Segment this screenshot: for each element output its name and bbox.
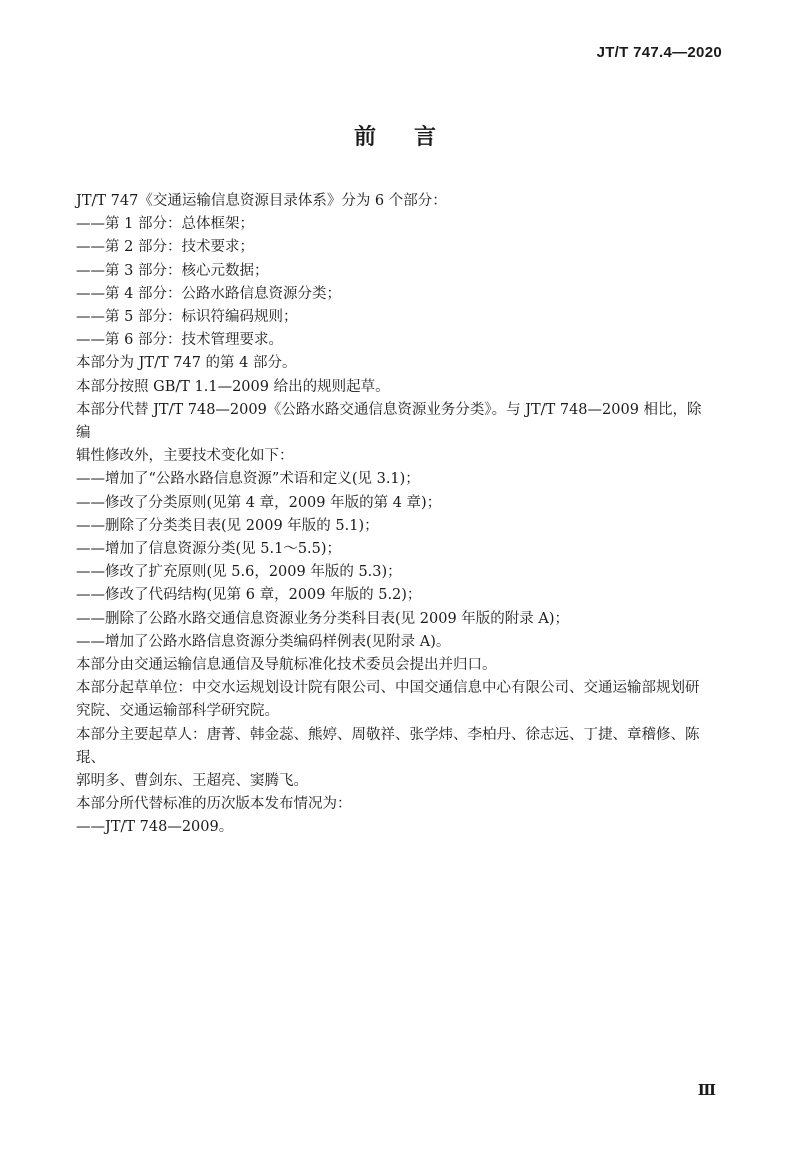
paragraph-line: 本部分按照 GB/T 1.1—2009 给出的规则起草。 (76, 378, 390, 395)
list-item: ——第 3 部分：核心元数据； (76, 262, 269, 279)
list-item: ——JT/T 748—2009。 (76, 819, 234, 836)
standard-code: JT/T 747.4—2020 (596, 44, 722, 61)
list-item: ——增加了公路水路信息资源分类编码样例表(见附录 A)。 (76, 633, 451, 650)
foreword-body (76, 190, 716, 840)
list-item: ——增加了“公路水路信息资源”术语和定义(见 3.1)； (76, 471, 420, 488)
list-item: ——修改了分类原则(见第 4 章，2009 年版的第 4 章)； (76, 494, 442, 511)
page-title: 前言 (353, 125, 474, 150)
paragraph-line: 郭明多、曹剑东、王超亮、窦腾飞。 (76, 773, 308, 790)
intro-line: JT/T 747《交通运输信息资源目录体系》分为 6 个部分： (76, 193, 447, 209)
paragraph-line: 本部分代替 JT/T 748—2009《公路水路交通信息资源业务分类》。与 JT/T 748—2009 相比，除编 (76, 401, 702, 442)
list-item: ——第 5 部分：标识符编码规则； (76, 309, 298, 326)
list-item: ——第 1 部分：总体框架； (76, 216, 254, 233)
list-item: ——删除了公路水路交通信息资源业务分类科目表(见 2009 年版的附录 A)； (76, 610, 570, 627)
list-item: ——删除了分类类目表(见 2009 年版的 5.1)； (76, 517, 379, 534)
paragraph-line: 本部分由交通运输信息通信及导航标准化技术委员会提出并归口。 (76, 657, 497, 674)
list-item: ——增加了信息资源分类(见 5.1～5.5)； (76, 541, 342, 558)
paragraph-line: 本部分所代替标准的历次版本发布情况为： (76, 796, 352, 813)
paragraph-line: 本部分主要起草人：唐菁、韩金蕊、熊婷、周敬祥、张学炜、李柏丹、徐志远、丁捷、章稽修、陈琨、 (76, 726, 700, 766)
list-item: ——第 4 部分：公路水路信息资源分类； (76, 285, 341, 302)
page-number: Ⅲ (697, 1081, 716, 1099)
list-item: ——第 2 部分：技术要求； (76, 239, 254, 256)
list-item: ——第 6 部分：技术管理要求。 (76, 332, 283, 349)
paragraph-line: 辑性修改外，主要技术变化如下： (76, 448, 294, 465)
paragraph-line: 本部分起草单位：中交水运规划设计院有限公司、中国交通信息中心有限公司、交通运输部规划研 (76, 680, 700, 697)
list-item: ——修改了代码结构(见第 6 章，2009 年版的 5.2)； (76, 587, 422, 604)
list-item: ——修改了扩充原则(见 5.6，2009 年版的 5.3)； (76, 564, 402, 581)
paragraph-line: 究院、交通运输部科学研究院。 (76, 703, 279, 720)
paragraph-line: 本部分为 JT/T 747 的第 4 部分。 (76, 355, 297, 372)
